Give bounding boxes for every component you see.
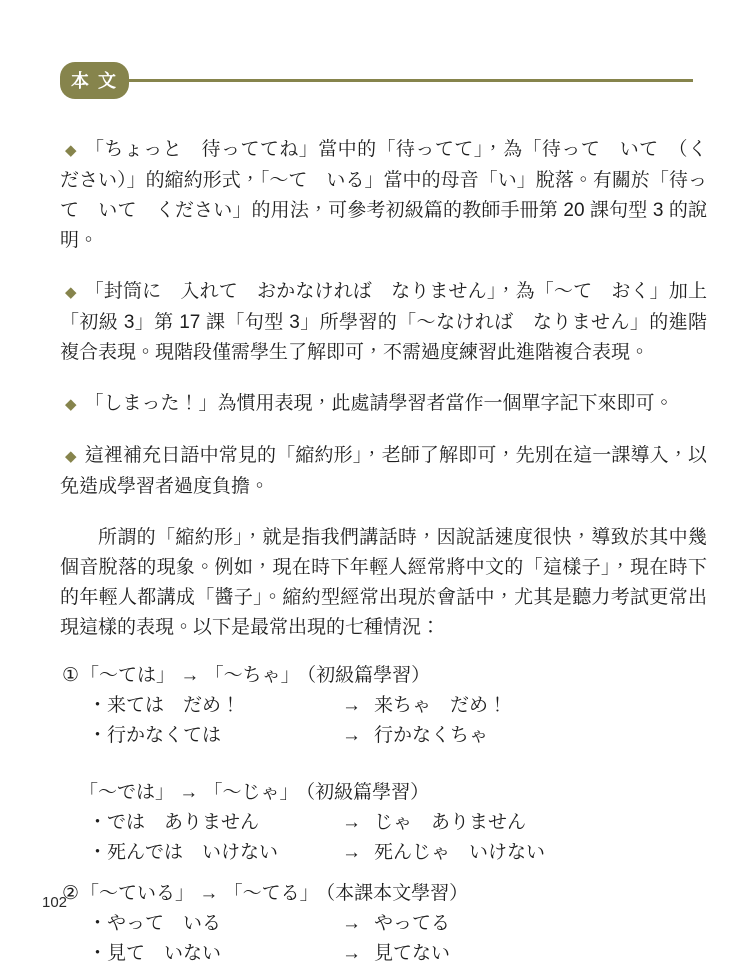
example-row bbox=[60, 691, 707, 721]
example-before bbox=[88, 939, 342, 962]
example-before bbox=[88, 838, 342, 868]
dot-bullet-icon: ・ bbox=[88, 695, 108, 716]
page-header bbox=[60, 0, 693, 99]
arrow-icon: → bbox=[342, 913, 361, 934]
section-rule-text: 「～ている」 → 「～てる」 bbox=[80, 883, 319, 904]
section-number: ① bbox=[62, 665, 80, 686]
contraction-section-teha bbox=[60, 661, 707, 751]
header-rule bbox=[129, 79, 693, 82]
example-row bbox=[60, 721, 707, 751]
dot-bullet-icon: ・ bbox=[88, 913, 108, 934]
example-after: 行かなくちゃ bbox=[374, 725, 489, 746]
example-before-text: やって いる bbox=[107, 913, 222, 934]
arrow-icon: → bbox=[342, 842, 361, 863]
dot-bullet-icon: ・ bbox=[88, 943, 108, 962]
section-study-note: （本課本文學習） bbox=[325, 883, 469, 904]
note-text: 「しまった！」為慣用表現，此處請學習者當作一個單字記下來即可。 bbox=[84, 393, 674, 414]
note-paragraph bbox=[60, 277, 707, 368]
example-after: 死んじゃ いけない bbox=[374, 842, 546, 863]
contraction-section-deha bbox=[60, 778, 707, 868]
example-row bbox=[60, 909, 707, 939]
example-row bbox=[60, 838, 707, 868]
arrow-icon: → bbox=[342, 943, 361, 962]
diamond-bullet-icon: ◆ bbox=[65, 142, 77, 159]
diamond-bullet-icon: ◆ bbox=[65, 396, 77, 413]
example-after: じゃ ありません bbox=[374, 812, 527, 833]
example-before-text: 行かなくては bbox=[107, 725, 222, 746]
section-heading bbox=[60, 778, 707, 808]
example-row bbox=[60, 939, 707, 962]
example-before-text: では ありません bbox=[107, 812, 260, 833]
section-study-note: （初級篇學習） bbox=[306, 665, 431, 686]
dot-bullet-icon: ・ bbox=[88, 842, 108, 863]
example-before bbox=[88, 691, 342, 721]
note-text: 「封筒に 入れて おかなければ なりません」，為「～て おく」加上「初級 3」第 17 課「句型 3」所學習的「～なければ なりません」的進階複合表現。現階段僅需學生了解即可，不需過度練習此進階複合表現。 bbox=[60, 281, 707, 363]
section-study-note: （初級篇學習） bbox=[305, 782, 430, 803]
example-before bbox=[88, 721, 342, 751]
diamond-bullet-icon: ◆ bbox=[65, 284, 77, 301]
dot-bullet-icon: ・ bbox=[88, 812, 108, 833]
dot-bullet-icon: ・ bbox=[88, 725, 108, 746]
note-paragraph bbox=[60, 389, 707, 420]
arrow-icon: → bbox=[342, 725, 361, 746]
note-paragraph bbox=[60, 441, 707, 502]
arrow-icon: → bbox=[342, 695, 361, 716]
section-number: ② bbox=[62, 883, 80, 904]
example-before-text: 見て いない bbox=[107, 943, 222, 962]
note-text: 「ちょっと 待っててね」當中的「待ってて」，為「待って いて （ください）」的縮約形式，「～て いる」當中的母音「い」脫落。有關於「待って いて ください」的用法，可參考初級篇的教師手冊第 20 課句型 3 的說明。 bbox=[60, 139, 707, 251]
intro-paragraph: 所謂的「縮約形」，就是指我們講話時，因說話速度很快，導致於其中幾個音脫落的現象。例如，現在時下年輕人經常將中文的「這樣子」，現在時下的年輕人都講成「醬子」。縮約型經常出現於會話中，尤其是聽力考試更常出現這樣的表現。以下是最常出現的七種情況： bbox=[60, 527, 707, 638]
example-after: やってる bbox=[374, 913, 451, 934]
section-heading bbox=[60, 879, 707, 909]
example-before bbox=[88, 909, 342, 939]
page-body bbox=[60, 135, 707, 962]
example-after: 見てない bbox=[374, 943, 451, 962]
contraction-section-teiru bbox=[60, 879, 707, 962]
arrow-icon: → bbox=[342, 812, 361, 833]
example-after: 来ちゃ だめ！ bbox=[374, 695, 508, 716]
section-badge: 本 文 bbox=[60, 62, 129, 99]
page-number: 102 bbox=[42, 894, 68, 911]
example-before-text: 死んでは いけない bbox=[107, 842, 279, 863]
note-paragraph bbox=[60, 135, 707, 256]
note-text: 這裡補充日語中常見的「縮約形」，老師了解即可，先別在這一課導入，以免造成學習者過度負擔。 bbox=[60, 445, 707, 497]
section-heading bbox=[60, 661, 707, 691]
section-rule-text: 「～ては」 → 「～ちゃ」 bbox=[80, 665, 300, 686]
section-rule-text: 「～では」 → 「～じゃ」 bbox=[79, 782, 299, 803]
example-row bbox=[60, 808, 707, 838]
example-before-text: 来ては だめ！ bbox=[107, 695, 241, 716]
example-before bbox=[88, 808, 342, 838]
diamond-bullet-icon: ◆ bbox=[65, 448, 77, 465]
